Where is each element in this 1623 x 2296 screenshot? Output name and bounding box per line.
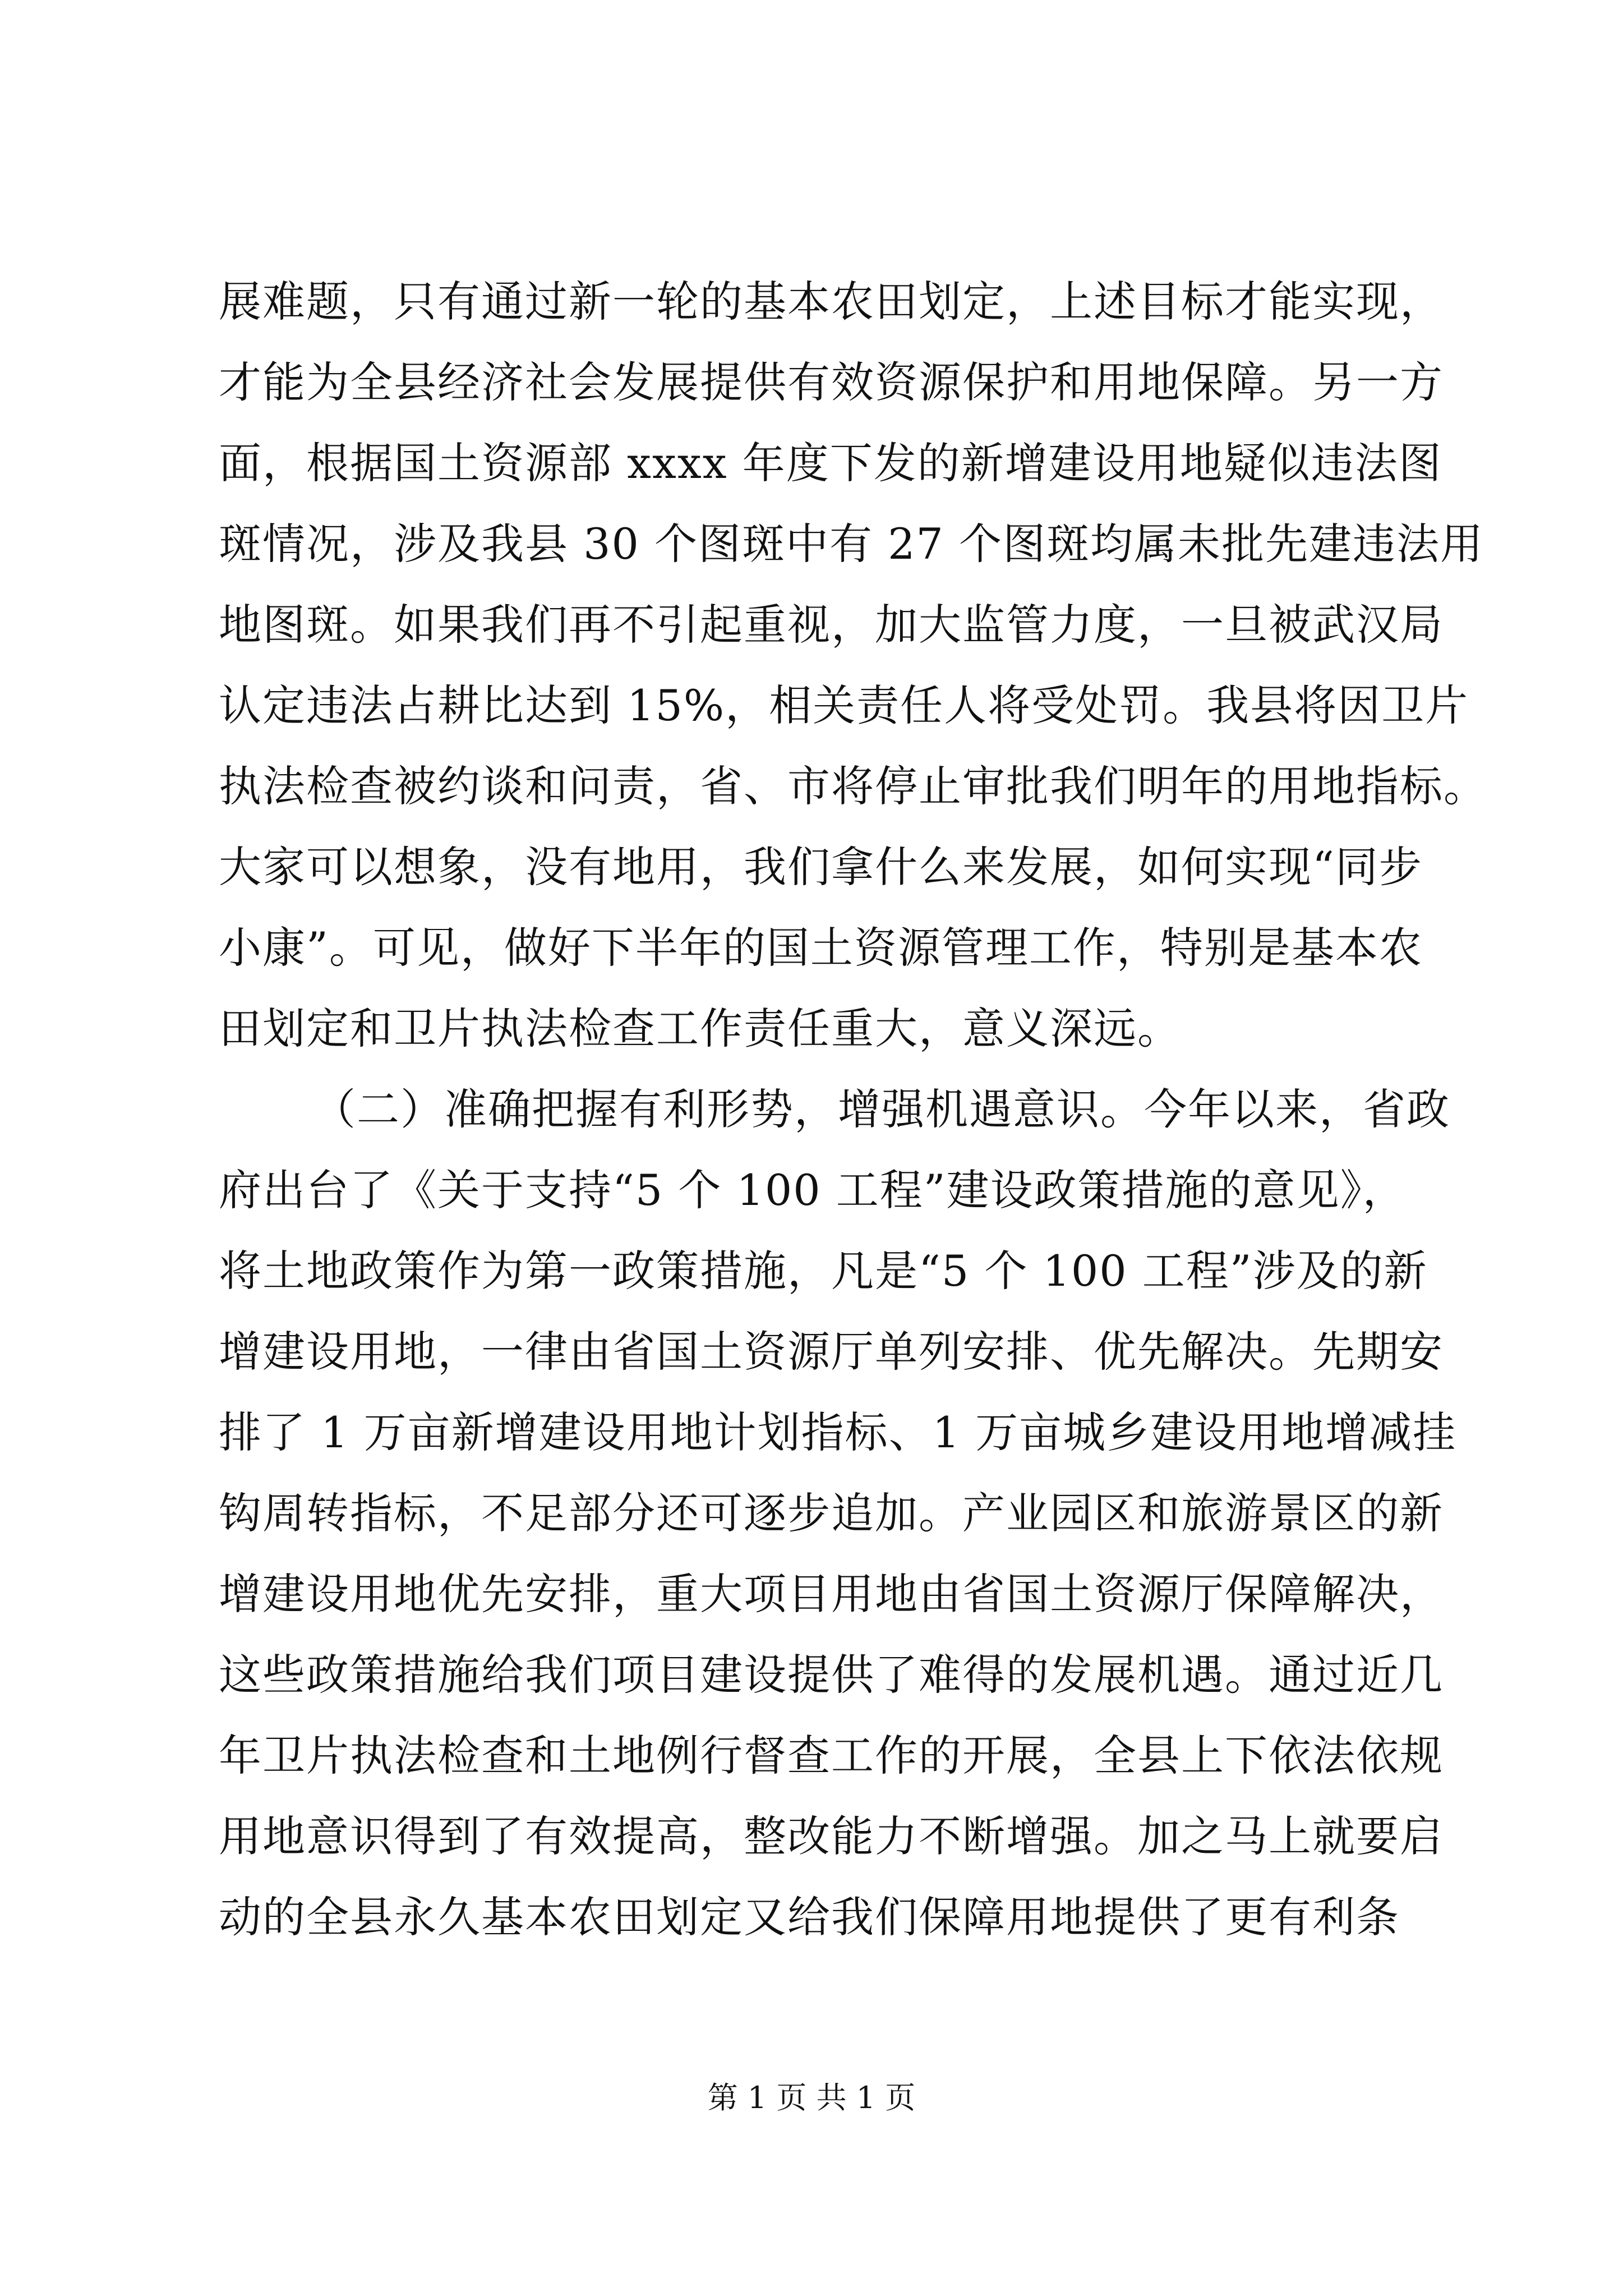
text-line: 执法检查被约谈和问责，省、市将停止审批我们明年的用地指标。 [219, 761, 1487, 811]
text-line: 用地意识得到了有效提高，整改能力不断增强。加之马上就要启 [219, 1811, 1444, 1861]
text-line: 展难题，只有通过新一轮的基本农田划定，上述目标才能实现， [219, 277, 1444, 326]
text-line: 认定违法占耕比达到 15%，相关责任人将受处罚。我县将因卫片 [219, 680, 1469, 730]
text-line: 动的全县永久基本农田划定又给我们保障用地提供了更有利条 [219, 1892, 1400, 1942]
text-line: 才能为全县经济社会发展提供有效资源保护和用地保障。另一方 [219, 357, 1444, 407]
text-line: 排了 1 万亩新增建设用地计划指标、1 万亩城乡建设用地增减挂 [219, 1407, 1457, 1457]
text-line: 这些政策措施给我们项目建设提供了难得的发展机遇。通过近几 [219, 1650, 1444, 1700]
page-number: 第 1 页 共 1 页 [707, 2080, 916, 2115]
text-line: 府出台了《关于支持“5 个 100 工程”建设政策措施的意见》， [219, 1165, 1407, 1215]
text-line: 面，根据国土资源部 xxxx 年度下发的新增建设用地疑似违法图 [219, 438, 1442, 488]
text-line: 增建设用地优先安排，重大项目用地由省国土资源厅保障解决， [219, 1569, 1444, 1619]
page-footer [0, 2078, 1623, 2118]
text-line: 钩周转指标，不足部分还可逐步追加。产业园区和旅游景区的新 [219, 1488, 1444, 1538]
text-line: 年卫片执法检查和土地例行督查工作的开展，全县上下依法依规 [219, 1731, 1444, 1780]
text-line: 田划定和卫片执法检查工作责任重大，意义深远。 [219, 1004, 1181, 1053]
text-line: 斑情况，涉及我县 30 个图斑中有 27 个图斑均属未批先建违法用 [219, 519, 1484, 569]
text-line: 地图斑。如果我们再不引起重视，加大监管力度，一旦被武汉局 [219, 600, 1444, 650]
text-line: 小康”。可见，做好下半年的国土资源管理工作，特别是基本农 [219, 923, 1423, 973]
body-text [219, 261, 1487, 1958]
text-line: 将土地政策作为第一政策措施，凡是“5 个 100 工程”涉及的新 [219, 1246, 1428, 1296]
paragraph-heading-line: （二）准确把握有利形势，增强机遇意识。今年以来，省政 [313, 1084, 1450, 1134]
text-line: 增建设用地，一律由省国土资源厅单列安排、优先解决。先期安 [219, 1327, 1444, 1377]
text-line: 大家可以想象，没有地用，我们拿什么来发展，如何实现“同步 [219, 842, 1423, 892]
